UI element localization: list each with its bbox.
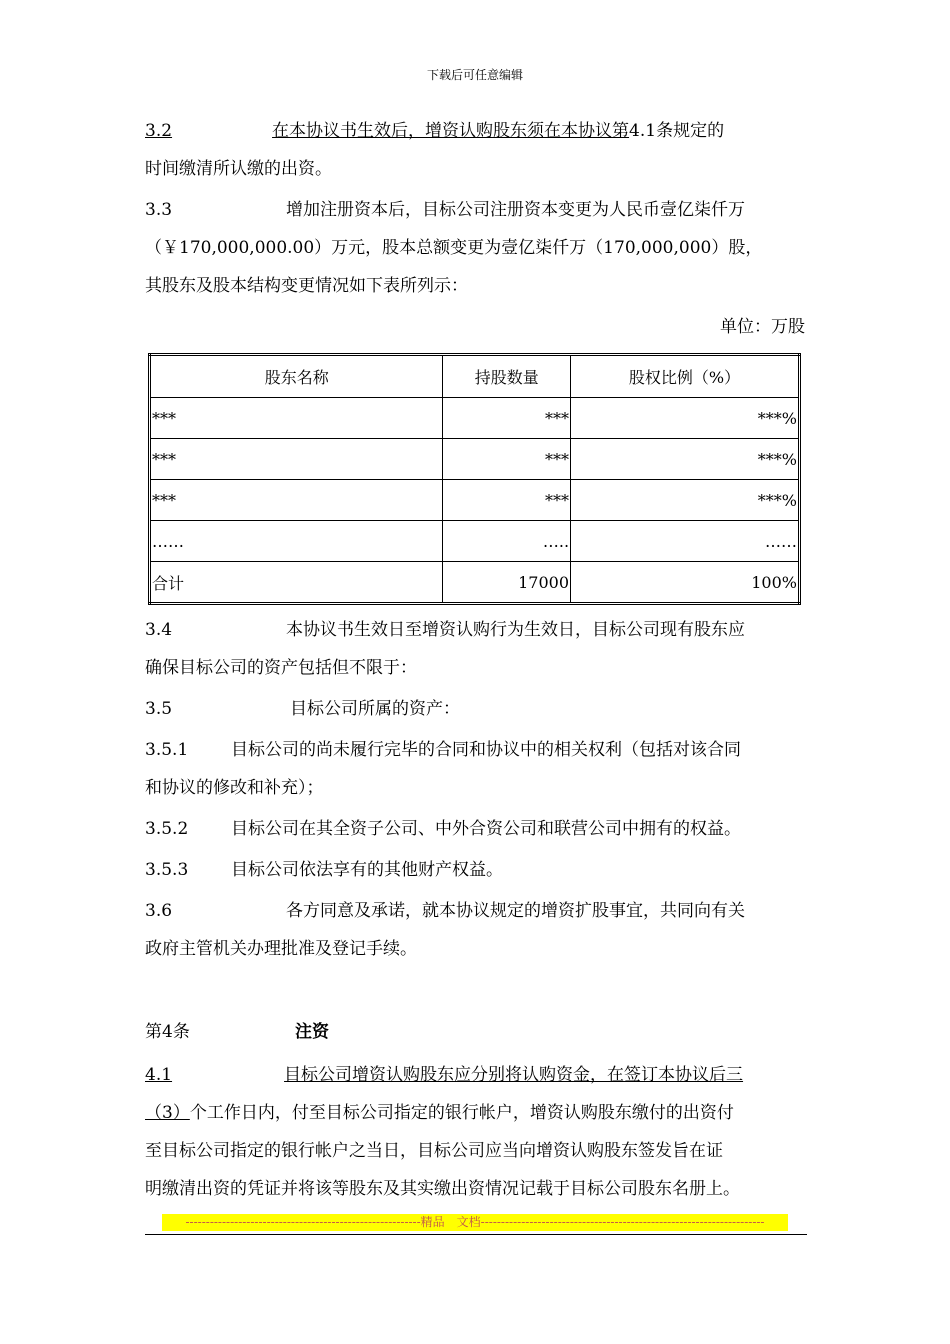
section-title: 注资 xyxy=(295,1022,329,1042)
clause-4-1-cont-1 xyxy=(145,1102,810,1124)
clause-3-5 xyxy=(145,698,810,720)
clause-3-4-cont: 确保目标公司的资产包括但不限于： xyxy=(145,658,417,678)
section-number: 第4条 xyxy=(145,1022,190,1042)
clause-number: 3.3 xyxy=(145,200,173,220)
clause-text: 本协议书生效日至增资认购行为生效日，目标公司现有股东应 xyxy=(286,620,745,640)
shareholder-table xyxy=(148,353,801,605)
clause-4-1-cont-2: 至目标公司指定的银行帐户之当日，目标公司应当向增资认购股东签发旨在证 xyxy=(145,1141,723,1161)
cell-total-quantity: 17000 xyxy=(443,562,571,604)
clause-number: 3.5 xyxy=(145,699,173,719)
cell-name: *** xyxy=(150,480,443,521)
cell-name: *** xyxy=(150,439,443,480)
clause-4-1-cont-3: 明缴清出资的凭证并将该等股东及其实缴出资情况记载于目标公司股东名册上。 xyxy=(145,1179,740,1199)
clause-text: 目标公司增资认购股东应分别将认购资金，在签订本协议后三 xyxy=(284,1065,744,1085)
clause-text: 个工作日内，付至目标公司指定的银行帐户，增资认购股东缴付的出资付 xyxy=(189,1103,734,1123)
clause-3-5-3 xyxy=(145,859,810,881)
header-share-ratio: 股权比例（%） xyxy=(571,355,800,398)
cell-ratio: ***% xyxy=(571,439,800,480)
clause-text: 目标公司的尚未履行完毕的合同和协议中的相关权利（包括对该合同 xyxy=(231,740,741,760)
clause-3-3 xyxy=(145,199,810,221)
clause-text: 各方同意及承诺，就本协议规定的增资扩股事宜，共同向有关 xyxy=(286,901,745,921)
clause-number: 3.6 xyxy=(145,901,173,921)
cell-name: *** xyxy=(150,398,443,439)
clause-text: 目标公司所属的资产： xyxy=(290,699,460,719)
table-row xyxy=(150,439,800,480)
clause-3-5-1 xyxy=(145,739,810,761)
clause-3-5-1-cont: 和协议的修改和补充）； xyxy=(145,778,324,798)
clause-number: 3.4 xyxy=(145,620,173,640)
table-header-row xyxy=(150,355,800,398)
table-row xyxy=(150,480,800,521)
table-row xyxy=(150,521,800,562)
header-note: 下载后可任意编辑 xyxy=(426,68,523,82)
clause-3-6 xyxy=(145,900,810,922)
cell-total-ratio: 100% xyxy=(571,562,800,604)
clause-text: 目标公司依法享有的其他财产权益。 xyxy=(231,860,503,880)
clause-number: 3.2 xyxy=(145,121,173,141)
clause-number: 3.5.3 xyxy=(145,860,189,880)
clause-3-4 xyxy=(145,619,810,641)
cell-ratio: …… xyxy=(571,521,800,562)
footer-banner: ----------------------------------------------------------精品 文档---------------------------------------------------------------------- xyxy=(162,1214,788,1231)
clause-number: 3.5.1 xyxy=(145,740,189,760)
cell-quantity: *** xyxy=(443,398,571,439)
header-shareholder-name: 股东名称 xyxy=(150,355,443,398)
table-total-row xyxy=(150,562,800,604)
clause-text-head: （3） xyxy=(145,1103,190,1123)
header-share-quantity: 持股数量 xyxy=(443,355,571,398)
clause-3-5-2 xyxy=(145,818,810,840)
cell-quantity: *** xyxy=(443,480,571,521)
cell-total-label: 合计 xyxy=(150,562,443,604)
clause-3-6-cont: 政府主管机关办理批准及登记手续。 xyxy=(145,939,417,959)
clause-text: 目标公司在其全资子公司、中外合资公司和联营公司中拥有的权益。 xyxy=(231,819,741,839)
clause-text-tail: 4.1条规定的 xyxy=(629,121,725,141)
cell-quantity: ….. xyxy=(443,521,571,562)
clause-number: 4.1 xyxy=(145,1065,173,1085)
footer-divider xyxy=(145,1234,807,1235)
cell-name: …… xyxy=(150,521,443,562)
cell-ratio: ***% xyxy=(571,398,800,439)
section-heading xyxy=(145,1021,810,1043)
clause-3-3-cont-1: （￥170,000,000.00）万元，股本总额变更为壹亿柒仟万（170,000,000）股， xyxy=(145,238,763,258)
cell-ratio: ***% xyxy=(571,480,800,521)
clause-text: 在本协议书生效后，增资认购股东须在本协议第 xyxy=(272,121,630,141)
table-row xyxy=(150,398,800,439)
clause-4-1 xyxy=(145,1064,810,1086)
clause-text: 增加注册资本后，目标公司注册资本变更为人民币壹亿柒仟万 xyxy=(286,200,745,220)
cell-quantity: *** xyxy=(443,439,571,480)
clause-3-2-cont: 时间缴清所认缴的出资。 xyxy=(145,159,332,179)
unit-label: 单位：万股 xyxy=(720,317,805,337)
clause-number: 3.5.2 xyxy=(145,819,189,839)
clause-3-3-cont-2: 其股东及股本结构变更情况如下表所列示： xyxy=(145,276,468,296)
clause-3-2 xyxy=(145,120,810,142)
